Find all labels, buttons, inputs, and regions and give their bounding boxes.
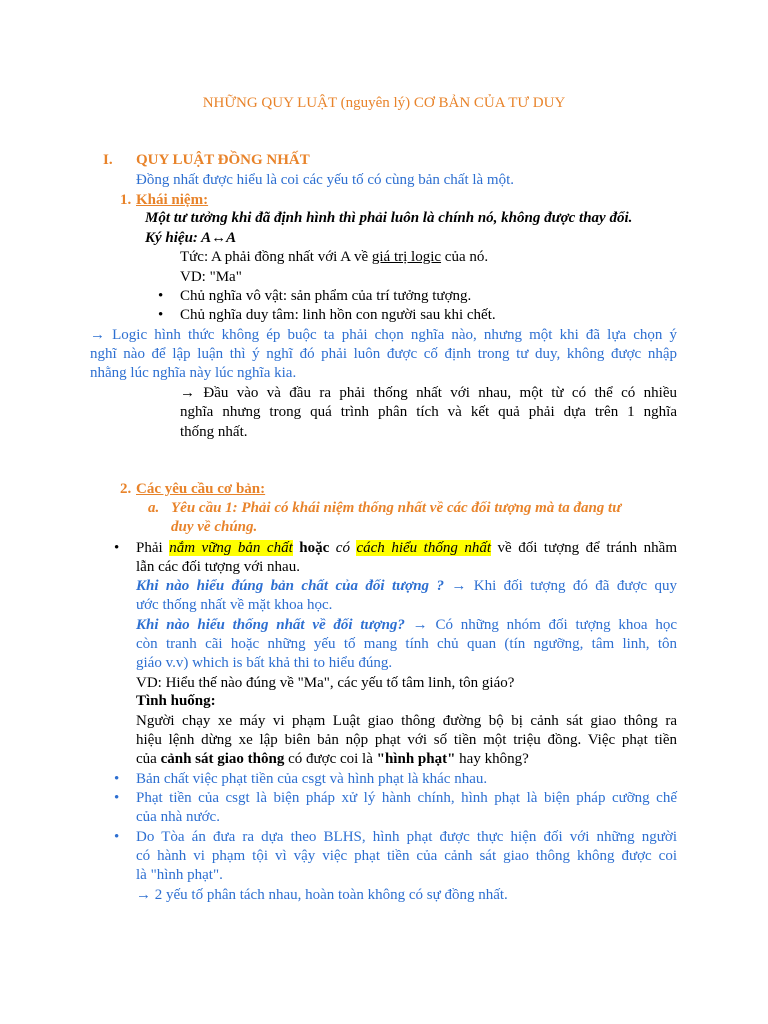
list-item: Chủ nghĩa vô vật: sản phẩm của trí tưởng tượng. (180, 288, 472, 304)
note-line: nghĩ nào để lập luận thì ý nghĩ đó phải luôn được cố định trong tư duy, không được nhập (90, 346, 677, 362)
list-item-continuation: của nhà nước. (136, 809, 220, 825)
note-line: nghĩa nhưng trong quá trình phân tích và kết quả phải dựa trên 1 nghĩa (180, 404, 677, 420)
situation-line: của cảnh sát giao thông có được coi là "hình phạt" hay không? (136, 751, 529, 767)
requirement-line: duy về chúng. (171, 519, 258, 535)
definition: Một tư tưởng khi đã định hình thì phải luôn là chính nó, không được thay đổi. (145, 210, 633, 226)
answer-line: ước thống nhất về mặt khoa học. (136, 597, 333, 613)
answer-line: giáo v.v) which is bất khả thi to hiểu đúng. (136, 655, 393, 671)
question-line: Khi nào hiểu thống nhất về đối tượng? → Có những nhóm đối tượng khoa học (136, 617, 678, 633)
conclusion: → 2 yếu tố phân tách nhau, hoàn toàn không có sự đồng nhất. (136, 887, 508, 903)
example: VD: "Ma" (180, 269, 242, 285)
list-item: Chủ nghĩa duy tâm: linh hồn con người sau khi chết. (180, 307, 496, 323)
bullet-main-line: Phải nắm vững bản chất hoặc có cách hiểu thống nhất về đối tượng để tránh nhầm (136, 540, 678, 556)
requirement-line: Yêu cầu 1: Phải có khái niệm thống nhất về các đối tượng mà ta đang tư (171, 500, 622, 516)
subsection-number: 1. (120, 192, 132, 208)
bullet-main-line: lẫn các đối tượng với nhau. (136, 559, 300, 575)
question-line: Khi nào hiểu đúng bản chất của đối tượng ? → Khi đối tượng đó đã được quy (136, 578, 677, 594)
note-line: → Đầu vào và đầu ra phải thống nhất với nhau, một từ có thể có nhiều (180, 385, 677, 401)
bullet-icon: • (114, 790, 120, 806)
list-item: Phạt tiền của csgt là biện pháp xử lý hành chính, hình phạt là biện pháp cưỡng chế (136, 790, 677, 806)
list-item-continuation: có hành vi phạm tội vì vậy việc phạt tiền của cảnh sát giao thông không được coi (136, 848, 677, 864)
bullet-icon: • (114, 540, 120, 556)
section-heading: QUY LUẬT ĐỒNG NHẤT (136, 152, 310, 168)
section-intro: Đồng nhất được hiểu là coi các yếu tố có cùng bản chất là một. (136, 172, 515, 188)
note-line: → Logic hình thức không ép buộc ta phải chọn nghĩa nào, nhưng một khi đã lựa chọn ý (90, 327, 677, 343)
bullet-icon: • (114, 771, 120, 787)
bullet-icon: • (158, 307, 164, 323)
situation-line: Người chạy xe máy vi phạm Luật giao thông đường bộ bị cảnh sát giao thông ra (136, 713, 677, 729)
explanation: Tức: A phải đồng nhất với A về giá trị logic của nó. (180, 249, 489, 265)
section-number: I. (103, 152, 113, 168)
example: VD: Hiểu thế nào đúng về "Ma", các yếu tố tâm linh, tôn giáo? (136, 675, 515, 691)
answer-line: còn tranh cãi hoặc những yếu tố mang tính chủ quan (tín ngưỡng, tâm linh, tôn (136, 636, 677, 652)
note-line: nhằng lúc nghĩa này lúc nghĩa kia. (90, 365, 297, 381)
page-title: NHỮNG QUY LUẬT (nguyên lý) CƠ BẢN CỦA TƯ DUY (202, 95, 566, 111)
situation-label: Tình huống: (136, 693, 216, 709)
bullet-icon: • (114, 829, 120, 845)
list-item: Bản chất việc phạt tiền của csgt và hình phạt là khác nhau. (136, 771, 488, 787)
subsection-heading: Các yêu cầu cơ bản: (136, 481, 266, 497)
list-item: Do Tòa án đưa ra dựa theo BLHS, hình phạt được thực hiện đối với những người (136, 829, 677, 845)
list-item-continuation: là "hình phạt". (136, 867, 223, 883)
requirement-label: a. (148, 500, 160, 516)
symbol: Ký hiệu: A↔A (145, 230, 237, 246)
subsection-heading: Khái niệm: (136, 192, 209, 208)
note-line: thống nhất. (180, 424, 248, 440)
subsection-number: 2. (120, 481, 132, 497)
situation-line: hiệu lệnh dừng xe lập biên bản nộp phạt với số tiền một triệu đồng. Việc phạt tiền (136, 732, 677, 748)
bullet-icon: • (158, 288, 164, 304)
